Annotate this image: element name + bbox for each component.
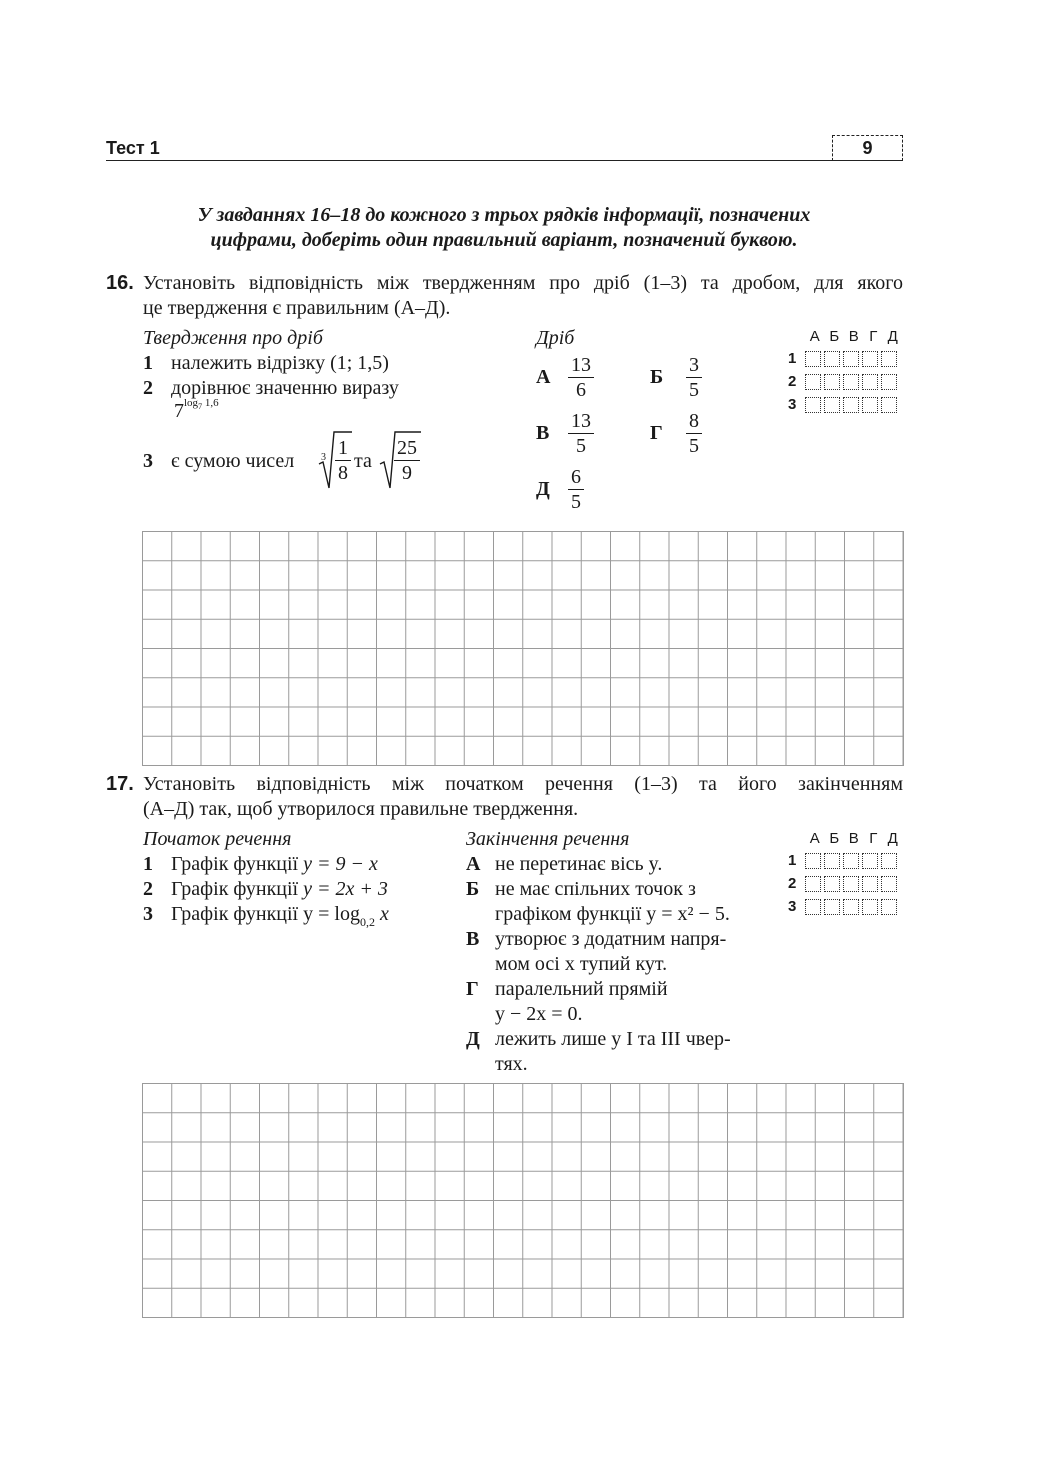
answer-checkbox[interactable]: [843, 397, 859, 413]
answer-column-letter: Г: [869, 328, 878, 345]
statement-number: 2: [143, 377, 153, 399]
q16-text-line-2: це твердження є правильним (А–Д).: [143, 297, 451, 319]
answer-checkbox[interactable]: [824, 899, 840, 915]
answer-column-letter: Г: [869, 830, 878, 847]
q16-statement-3: [143, 449, 294, 474]
option-letter: Д: [536, 478, 550, 500]
cube-root-expression: [318, 430, 352, 490]
option-fraction: [686, 353, 702, 402]
answer-grid-row: [788, 347, 903, 370]
q17-workspace-grid[interactable]: [142, 1083, 904, 1318]
ending-line: мом осі x тупий кут.: [495, 953, 668, 975]
start-formula: y = 2x + 3: [303, 878, 388, 900]
q17-number: 17.: [106, 773, 134, 795]
fraction-numerator: 1: [335, 436, 351, 461]
fraction-denominator: 9: [402, 462, 412, 484]
statement-text: є сумою чисел: [171, 450, 295, 472]
answer-checkbox[interactable]: [824, 853, 840, 869]
answer-checkbox[interactable]: [805, 876, 821, 892]
option-fraction: [568, 409, 594, 458]
answer-grid-row: [788, 370, 903, 393]
answer-row-number: 1: [788, 852, 797, 869]
conjunction-and: та: [354, 450, 372, 472]
answer-row-number: 1: [788, 350, 797, 367]
answer-checkbox[interactable]: [862, 853, 878, 869]
answer-checkbox[interactable]: [824, 351, 840, 367]
q16-left-heading: Твердження про дріб: [143, 327, 323, 349]
square-root-expression: [379, 430, 421, 490]
start-prefix: Графік функції: [171, 878, 299, 900]
answer-column-letter: А: [809, 328, 820, 345]
power-base: 7: [174, 400, 184, 422]
page-header-title: Тест 1: [106, 138, 160, 158]
q16-expression-power: [174, 397, 219, 426]
q17-ending-d: [466, 1027, 786, 1077]
statement-number: 3: [143, 450, 153, 472]
exponent-argument: 1,6: [204, 397, 219, 409]
q16-statement-2: [143, 376, 399, 401]
exponent-log-base: 7: [198, 402, 203, 411]
ending-letter: А: [466, 853, 481, 875]
answer-checkbox[interactable]: [824, 876, 840, 892]
answer-checkbox[interactable]: [843, 899, 859, 915]
q17-start-3: [143, 902, 389, 929]
start-formula: y = 9 − x: [303, 853, 378, 875]
answer-checkbox[interactable]: [881, 374, 897, 390]
answer-checkbox[interactable]: [843, 374, 859, 390]
q16-text-line-1: Установіть відповідність між твердженням про дріб (1–3) та дробом, для якого: [143, 272, 903, 294]
answer-row-number: 3: [788, 898, 797, 915]
option-fraction: [568, 353, 594, 402]
statement-text: дорівнює значенню виразу: [171, 377, 399, 399]
q16-option-g: [650, 409, 702, 458]
q17-text-line-1: Установіть відповідність між початком речення (1–3) та його закінченням: [143, 773, 903, 795]
fraction-numerator: 3: [686, 353, 702, 378]
q16-answer-grid: [788, 328, 903, 416]
q17-ending-a: [466, 852, 786, 877]
q16-option-b: [650, 353, 702, 402]
fraction-denominator: 5: [689, 379, 699, 401]
answer-checkbox[interactable]: [805, 899, 821, 915]
answer-checkbox[interactable]: [824, 374, 840, 390]
statement-number: 1: [143, 352, 153, 374]
answer-column-letter: В: [848, 830, 859, 847]
answer-grid-row: [788, 393, 903, 416]
log-base-subscript: 0,2: [359, 915, 375, 929]
answer-column-letter: Д: [887, 830, 898, 847]
fraction-25-9: [394, 436, 420, 485]
answer-checkbox[interactable]: [862, 876, 878, 892]
answer-checkbox[interactable]: [805, 397, 821, 413]
ending-line: паралельний прямій: [495, 978, 668, 1000]
answer-column-letter: Д: [887, 328, 898, 345]
answer-grid-row: [788, 872, 903, 895]
answer-checkbox[interactable]: [881, 351, 897, 367]
q17-right-heading: Закінчення речення: [466, 828, 630, 850]
q16-number: 16.: [106, 272, 134, 294]
start-formula: y = log: [303, 903, 360, 925]
q17-text-line-2: (А–Д) так, щоб утворилося правильне твердження.: [143, 798, 579, 820]
answer-checkbox[interactable]: [862, 374, 878, 390]
option-letter: Б: [650, 366, 664, 388]
answer-checkbox[interactable]: [862, 397, 878, 413]
option-fraction: [686, 409, 702, 458]
q16-option-a: [536, 353, 594, 402]
ending-line: y − 2x = 0.: [495, 1003, 583, 1025]
exponent-log: log: [184, 397, 199, 409]
answer-checkbox[interactable]: [843, 876, 859, 892]
fraction-denominator: 8: [338, 462, 348, 484]
ending-line: лежить лише у I та III чвер-: [495, 1028, 731, 1050]
start-prefix: Графік функції: [171, 853, 299, 875]
answer-grid-row: [788, 895, 903, 918]
answer-column-letter: А: [809, 830, 820, 847]
section-instructions: [106, 203, 902, 253]
q16-workspace-grid[interactable]: [142, 531, 904, 766]
ending-line: не має спільних точок з: [495, 878, 696, 900]
q17-start-1: [143, 852, 378, 877]
start-number: 3: [143, 903, 153, 925]
fraction-denominator: 5: [689, 435, 699, 457]
start-prefix: Графік функції: [171, 903, 299, 925]
fraction-numerator: 25: [394, 436, 420, 461]
answer-checkbox[interactable]: [805, 853, 821, 869]
ending-letter: Б: [466, 878, 480, 900]
start-formula-arg: x: [374, 903, 389, 925]
answer-row-number: 2: [788, 373, 797, 390]
fraction-numerator: 13: [568, 353, 594, 378]
q17-answer-grid: [788, 830, 903, 918]
answer-row-number: 2: [788, 875, 797, 892]
answer-checkbox[interactable]: [862, 351, 878, 367]
option-fraction: [568, 465, 584, 514]
fraction-denominator: 5: [571, 491, 581, 513]
option-letter: А: [536, 366, 551, 388]
instructions-line-1: У завданнях 16–18 до кожного з трьох рядків інформації, позначених: [197, 204, 811, 226]
power-exponent: [184, 397, 219, 409]
ending-line: утворює з додатним напря-: [495, 928, 727, 950]
answer-checkbox[interactable]: [805, 374, 821, 390]
q16-option-v: [536, 409, 594, 458]
answer-row-number: 3: [788, 396, 797, 413]
ending-letter: В: [466, 928, 480, 950]
q17-left-heading: Початок речення: [143, 828, 292, 850]
fraction-1-8: [335, 436, 351, 485]
answer-checkbox[interactable]: [843, 853, 859, 869]
ending-line: не перетинає вісь y.: [495, 853, 663, 875]
fraction-numerator: 8: [686, 409, 702, 434]
q17-ending-g: [466, 977, 786, 1027]
option-letter: Г: [650, 422, 663, 444]
answer-grid-header: [788, 328, 903, 345]
q17-start-2: [143, 877, 388, 902]
fraction-denominator: 5: [576, 435, 586, 457]
answer-column-letter: Б: [829, 830, 840, 847]
start-number: 1: [143, 853, 153, 875]
root-index: 3: [321, 452, 326, 463]
ending-letter: Г: [466, 978, 479, 1000]
fraction-denominator: 6: [576, 379, 586, 401]
answer-column-letter: Б: [829, 328, 840, 345]
page-number: 9: [832, 135, 903, 161]
answer-checkbox[interactable]: [824, 397, 840, 413]
answer-checkbox[interactable]: [862, 899, 878, 915]
ending-letter: Д: [466, 1028, 480, 1050]
start-number: 2: [143, 878, 153, 900]
instructions-line-2: цифрами, доберіть один правильний варіант, позначений буквою.: [210, 229, 798, 251]
q16-option-d: [536, 465, 584, 514]
answer-checkbox[interactable]: [805, 351, 821, 367]
answer-grid-row: [788, 849, 903, 872]
option-letter: В: [536, 422, 550, 444]
answer-checkbox[interactable]: [881, 397, 897, 413]
q17-ending-b: [466, 877, 786, 927]
fraction-numerator: 13: [568, 409, 594, 434]
answer-checkbox[interactable]: [881, 899, 897, 915]
q16-statement-1: [143, 351, 389, 376]
q17-ending-v: [466, 927, 786, 977]
answer-checkbox[interactable]: [881, 853, 897, 869]
header-rule: [106, 160, 902, 161]
ending-line: графіком функції y = x² − 5.: [495, 903, 730, 925]
answer-grid-header: [788, 830, 903, 847]
answer-checkbox[interactable]: [843, 351, 859, 367]
answer-checkbox[interactable]: [881, 876, 897, 892]
fraction-numerator: 6: [568, 465, 584, 490]
ending-line: тях.: [495, 1053, 528, 1075]
answer-column-letter: В: [848, 328, 859, 345]
statement-text: належить відрізку (1; 1,5): [171, 352, 389, 374]
q16-right-heading: Дріб: [536, 327, 575, 349]
